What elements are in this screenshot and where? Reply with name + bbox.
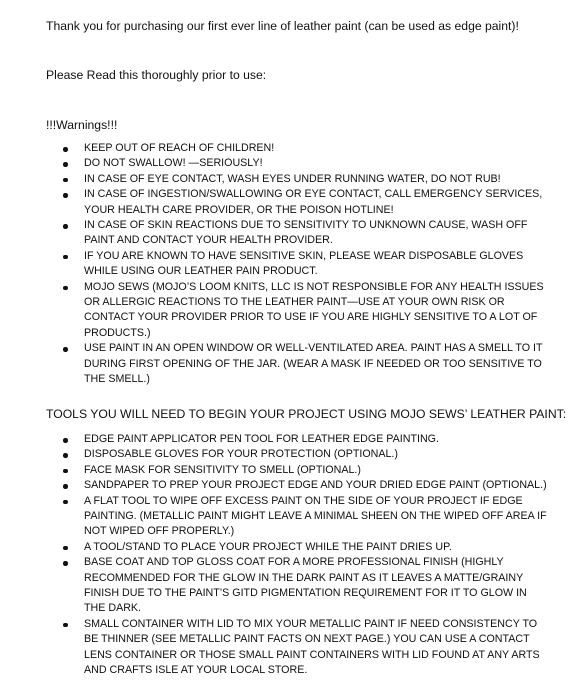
tools-list (0, 432, 577, 679)
warning-text: DO NOT SWALLOW! —SERIOUSLY! (84, 157, 263, 170)
list-item (0, 341, 577, 387)
tool-text: A TOOL/STAND TO PLACE YOUR PROJECT WHILE THE PAINT DRIES UP. (84, 540, 452, 553)
tool-text: EDGE PAINT APPLICATOR PEN TOOL FOR LEATHER EDGE PAINTING. (84, 433, 439, 445)
warning-text: IN CASE OF EYE CONTACT, WASH EYES UNDER RUNNING WATER, DO NOT RUB! (84, 172, 501, 185)
bullet-icon (63, 484, 68, 489)
bullet-icon (63, 178, 68, 183)
list-item (0, 172, 577, 187)
list-item (0, 478, 577, 493)
list-item (0, 187, 577, 218)
warnings-list (0, 141, 577, 388)
list-item (0, 249, 577, 280)
tool-text: BASE COAT AND TOP GLOSS COAT FOR A MORE PROFESSIONAL FINISH (HIGHLY RECOMMENDED FOR THE GLOW IN THE DARK PAINT AS IT LEAVES A MATTE/GRAINY FINISH DUE TO THE PAINT’S GITD PIGMENTATION REQUIREMENT FOR IT TO GLOW IN THE DARK. (84, 556, 527, 615)
warning-text: IF YOU ARE KNOWN TO HAVE SENSITIVE SKIN, PLEASE WEAR DISPOSABLE GLOVES WHILE USING OUR LEATHER PAIN PRODUCT. (84, 249, 524, 278)
tool-text: DISPOSABLE GLOVES FOR YOUR PROTECTION (OPTIONAL.) (84, 448, 398, 461)
bullet-icon (63, 546, 68, 551)
bullet-icon (63, 162, 68, 167)
bullet-icon (63, 623, 68, 628)
list-item (0, 494, 577, 540)
bullet-icon (63, 438, 68, 443)
read-notice: Please Read this thoroughly prior to use: (46, 68, 267, 82)
bullet-icon (63, 561, 68, 566)
warning-text: USE PAINT IN AN OPEN WINDOW OR WELL-VENTILATED AREA. PAINT HAS A SMELL TO IT DURING FIRST OPENING OF THE JAR. (WEAR A MASK IF NEEDED OR TOO SENSITIVE TO THE SMELL.) (84, 342, 543, 386)
tool-text: SMALL CONTAINER WITH LID TO MIX YOUR METALLIC PAINT IF NEED CONSISTENCY TO BE THINNER (SEE METALLIC PAINT FACTS ON NEXT PAGE.) YOU CAN USE A CONTACT LENS CONTAINER OR THOSE SMALL PAINT CONTAINERS WITH LID FOUND AT ANY ARTS AND CRAFTS ISLE AT YOUR LOCAL STORE. (84, 617, 540, 677)
list-item (0, 218, 577, 249)
bullet-icon (63, 147, 68, 152)
warning-text: KEEP OUT OF REACH OF CHILDREN! (84, 142, 275, 154)
tool-text: SANDPAPER TO PREP YOUR PROJECT EDGE AND YOUR DRIED EDGE PAINT (OPTIONAL.) (84, 479, 547, 492)
list-item (0, 432, 577, 447)
list-item (0, 555, 577, 617)
list-item (0, 280, 577, 342)
bullet-icon (63, 347, 68, 352)
tool-text: A FLAT TOOL TO WIPE OFF EXCESS PAINT ON THE SIDE OF YOUR PROJECT IF EDGE PAINTING. (METALLIC PAINT MIGHT LEAVE A MINIMAL SHEEN ON THE WIPED OFF AREA IF NOT WIPED OFF PROPERLY.) (84, 494, 547, 538)
bullet-icon (63, 500, 68, 505)
tool-text: FACE MASK FOR SENSITIVITY TO SMELL (OPTIONAL.) (84, 463, 361, 476)
bullet-icon (63, 193, 68, 198)
list-item (0, 141, 577, 156)
warning-text: MOJO SEWS (MOJO’S LOOM KNITS, LLC IS NOT RESPONSIBLE FOR ANY HEALTH ISSUES OR ALLERGIC REACTIONS TO THE LEATHER PAINT—USE AT YOUR OWN RISK OR CONTACT YOUR PROVIDER PRIOR TO USE IF YOU ARE HIGHLY SENSITIVE TO A LOT OF PRODUCTS.) (84, 280, 544, 339)
warning-text: IN CASE OF INGESTION/SWALLOWING OR EYE CONTACT, CALL EMERGENCY SERVICES, YOUR HEALTH CARE PROVIDER, OR THE POISON HOTLINE! (84, 188, 543, 216)
list-item (0, 156, 577, 171)
warnings-heading: !!!Warnings!!! (46, 118, 118, 132)
list-item (0, 540, 577, 555)
bullet-icon (63, 255, 68, 260)
list-item (0, 617, 577, 679)
list-item (0, 447, 577, 462)
bullet-icon (63, 224, 68, 229)
bullet-icon (63, 453, 68, 458)
intro-text: Thank you for purchasing our first ever line of leather paint (can be used as edge paint)! (46, 19, 519, 33)
list-item (0, 463, 577, 478)
tools-heading: TOOLS YOU WILL NEED TO BEGIN YOUR PROJECT USING MOJO SEWS’ LEATHER PAINT: (46, 407, 567, 421)
bullet-icon (63, 469, 68, 474)
warning-text: IN CASE OF SKIN REACTIONS DUE TO SENSITIVITY TO UNKNOWN CAUSE, WASH OFF PAINT AND CONTACT YOUR HEALTH PROVIDER. (84, 219, 528, 247)
bullet-icon (63, 286, 68, 291)
